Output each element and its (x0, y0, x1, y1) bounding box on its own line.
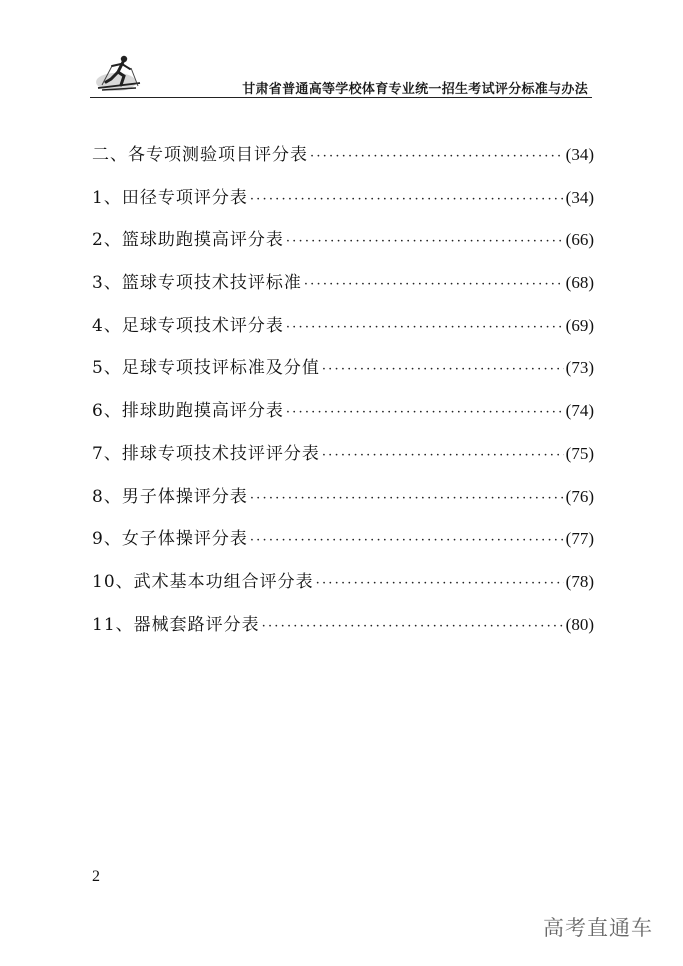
toc-entry-label: 11、器械套路评分表 (92, 614, 260, 635)
toc-dot-leader (250, 478, 564, 521)
toc-entry-page: (69) (565, 315, 594, 335)
toc-entry-label: 8、男子体操评分表 (92, 486, 248, 507)
toc-entry[interactable] (92, 476, 594, 519)
toc-entry[interactable] (92, 177, 594, 220)
toc-dot-leader (286, 221, 564, 264)
toc-entry-page: (77) (565, 529, 594, 549)
toc-entry-label: 1、田径专项评分表 (92, 187, 248, 208)
toc-entry[interactable] (92, 347, 594, 390)
toc-entry-label: 6、排球助跑摸高评分表 (92, 401, 284, 422)
toc-entry-label: 二、各专项测验项目评分表 (92, 145, 308, 165)
toc-entry[interactable] (92, 219, 594, 262)
toc-entry-page: (66) (565, 230, 594, 250)
toc-entry[interactable] (92, 433, 594, 476)
toc-dot-leader (250, 520, 564, 563)
toc-entry[interactable] (92, 262, 594, 305)
page-header (90, 48, 592, 100)
toc-entry-page: (76) (565, 486, 594, 506)
toc-entry-page: (75) (565, 443, 594, 463)
table-of-contents (92, 134, 594, 646)
toc-dot-leader (286, 307, 564, 350)
toc-dot-leader (262, 606, 564, 649)
toc-entry[interactable] (92, 390, 594, 433)
header-title: 甘肃省普通高等学校体育专业统一招生考试评分标准与办法 (242, 82, 588, 97)
toc-entry[interactable] (92, 518, 594, 561)
toc-dot-leader (322, 349, 564, 392)
toc-entry-page: (73) (565, 358, 594, 378)
toc-dot-leader (304, 264, 564, 307)
toc-entry-label: 2、篮球助跑摸高评分表 (92, 230, 284, 251)
toc-entry-page: (68) (565, 273, 594, 293)
toc-entry-label: 3、篮球专项技术技评标准 (92, 273, 302, 294)
watermark-text: 高考直通车 (543, 916, 653, 940)
toc-entry[interactable] (92, 604, 594, 647)
toc-entry-label: 9、女子体操评分表 (92, 529, 248, 550)
toc-dot-leader (310, 136, 564, 179)
header-rule (90, 97, 592, 98)
toc-entry-page: (74) (565, 401, 594, 421)
toc-entry[interactable] (92, 305, 594, 348)
toc-entry[interactable] (92, 561, 594, 604)
page-number: 2 (92, 868, 100, 885)
toc-entry-page: (34) (565, 145, 594, 164)
toc-entry[interactable] (92, 134, 594, 177)
toc-entry-label: 5、足球专项技评标准及分值 (92, 358, 320, 379)
toc-entry-label: 7、排球专项技术技评评分表 (92, 443, 320, 464)
toc-entry-page: (34) (565, 187, 594, 207)
toc-dot-leader (286, 392, 564, 435)
skier-logo-icon (94, 52, 144, 94)
toc-entry-label: 4、足球专项技术评分表 (92, 315, 284, 336)
toc-dot-leader (316, 563, 564, 606)
toc-entry-label: 10、武术基本功组合评分表 (92, 571, 314, 592)
toc-entry-page: (80) (565, 614, 594, 634)
toc-entry-page: (78) (565, 571, 594, 591)
toc-dot-leader (250, 179, 564, 222)
toc-dot-leader (322, 435, 564, 478)
